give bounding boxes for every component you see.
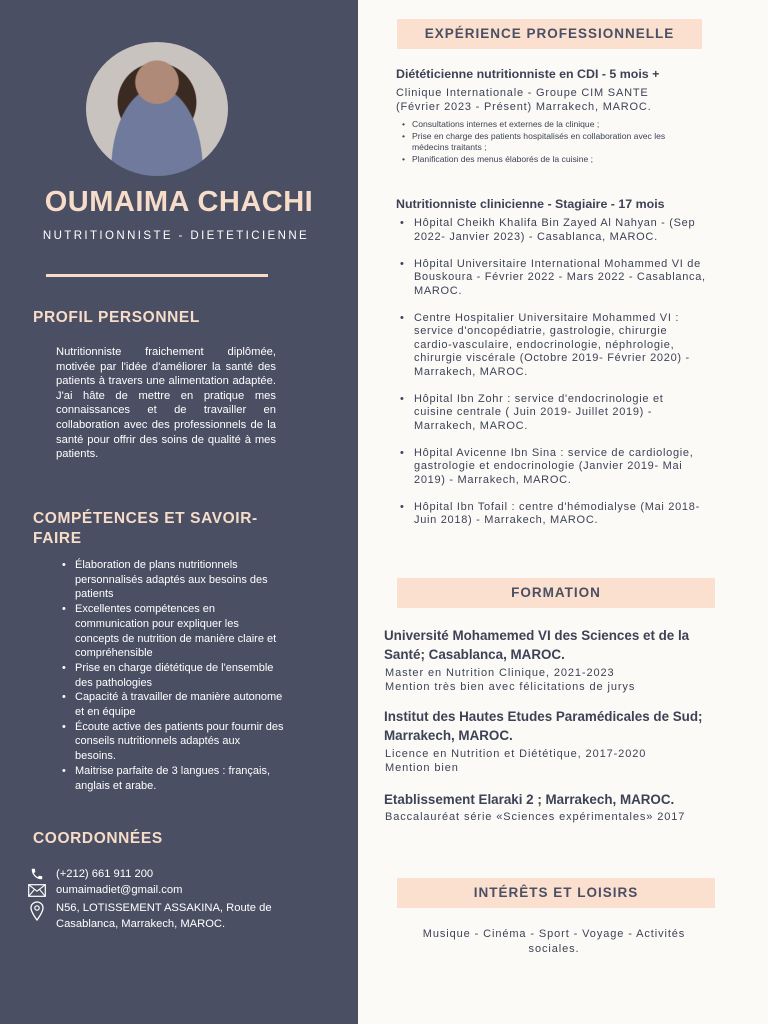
mail-icon: [28, 882, 46, 898]
edu2-degree: Licence en Nutrition et Diététique, 2017-2020: [385, 748, 647, 760]
list-item: • Planification des menus élaborés de la cuisine ;: [402, 154, 702, 166]
list-item: • Maitrise parfaite de 3 langues : français, anglais et arabe.: [62, 764, 284, 793]
sidebar: [0, 0, 358, 1024]
list-item: • Hôpital Ibn Tofail : centre d'hémodialyse (Mai 2018- Juin 2018) - Marrakech, MAROC.: [400, 501, 706, 528]
edu2-title: Institut des Hautes Etudes Paramédicales de Sud; Marrakech, MAROC.: [384, 709, 703, 743]
list-item: • Hôpital Cheikh Khalifa Bin Zayed Al Nahyan - (Sep 2022- Janvier 2023) - Casablanca, MAROC.: [400, 217, 706, 244]
profile-heading: PROFIL PERSONNEL: [33, 309, 200, 326]
skills-list: [62, 558, 284, 793]
job1-place: Clinique Internationale - Groupe CIM SANTE (Février 2023 - Présent) Marrakech, MAROC.: [396, 87, 652, 113]
interests-heading: INTÉRÊTS ET LOISIRS: [397, 878, 715, 908]
list-item: • Hôpital Avicenne Ibn Sina : service de cardiologie, gastrologie et endocrinologie (Janvier 2019- Mai 2019) - Marrakech, MAROC.: [400, 447, 706, 488]
job1-tasks: [402, 119, 702, 165]
job1-title: Diététicienne nutritionniste en CDI - 5 mois +: [396, 67, 660, 81]
location-pin-icon: [28, 900, 46, 922]
edu1-degree: Master en Nutrition Clinique, 2021-2023: [385, 667, 615, 679]
contact-heading: COORDONNÉES: [33, 830, 163, 847]
education-heading: FORMATION: [397, 578, 715, 608]
edu3-degree: Baccalauréat série «Sciences expérimentales» 2017: [385, 811, 686, 823]
experience-heading: EXPÉRIENCE PROFESSIONNELLE: [397, 19, 702, 49]
job2-title: Nutritionniste clinicienne - Stagiaire - 17 mois: [396, 197, 665, 211]
phone-icon: [28, 866, 46, 882]
address-text: N56, LOTISSEMENT ASSAKINA, Route de Casablanca, Marrakech, MAROC.: [56, 902, 272, 930]
list-item: • Prise en charge des patients hospitalisés en collaboration avec les médecins traitants ;: [402, 131, 702, 154]
list-item: • Hôpital Universitaire International Mohammed VI de Bouskoura - Février 2022 - Mars 2022 - Casablanca, MAROC.: [400, 258, 706, 299]
edu2-mention: Mention bien: [385, 762, 459, 774]
candidate-role: NUTRITIONNISTE - DIETETICIENNE: [42, 230, 310, 242]
contact-email: [28, 882, 182, 898]
list-item: • Élaboration de plans nutritionnels personnalisés adaptés aux besoins des patients: [62, 558, 284, 602]
divider: [46, 274, 268, 277]
email-link[interactable]: oumaimadiet@gmail.com: [56, 884, 183, 896]
list-item: • Écoute active des patients pour fournir des conseils nutritionnels adaptés aux besoins.: [62, 720, 284, 764]
phone-link[interactable]: (+212) 661 911 200: [56, 868, 154, 880]
edu1-mention: Mention très bien avec félicitations de jurys: [385, 681, 636, 693]
list-item: • Capacité à travailler de manière autonome et en équipe: [62, 690, 284, 719]
list-item: • Excellentes compétences en communication pour expliquer les concepts de nutrition de manière claire et compréhensible: [62, 602, 284, 661]
list-item: • Centre Hospitalier Universitaire Mohammed VI : service d'oncopédiatrie, gastrologie, chirurgie cardio-vasculaire, endocrinologie, néphrologie, chirurgie viscérale (Octobre 2019- Février 2020) - Marrakech, MAROC.: [400, 312, 706, 380]
profile-text: Nutritionniste fraichement diplômée, motivée par l'idée d'améliorer la santé des patients à travers une alimentation adaptée. J'ai hâte de mettre en pratique mes connaissances et de travailler en collaboration avec des professionnels de la santé pour offrir des soins de qualité à mes patients.: [56, 346, 276, 461]
candidate-name: OUMAIMA CHACHI: [44, 186, 314, 218]
interests-text: Musique - Cinéma - Sport - Voyage - Activités sociales.: [422, 928, 686, 955]
profile-photo: [86, 42, 228, 176]
edu1-title: Université Mohamemed VI des Sciences et de la Santé; Casablanca, MAROC.: [384, 628, 690, 662]
edu3-title: Etablissement Elaraki 2 ; Marrakech, MAROC.: [384, 792, 675, 807]
job2-list: [400, 217, 706, 541]
list-item: • Prise en charge diététique de l'ensemble des pathologies: [62, 661, 284, 690]
contact-phone: [28, 866, 153, 882]
skills-heading: COMPÉTENCES ET SAVOIR-FAIRE: [33, 510, 258, 547]
contact-address: [28, 900, 288, 932]
list-item: • Consultations internes et externes de la clinique ;: [402, 119, 702, 131]
list-item: • Hôpital Ibn Zohr : service d'endocrinologie et cuisine centrale ( Juin 2019- Juillet 2019) - Marrakech, MAROC.: [400, 393, 706, 434]
